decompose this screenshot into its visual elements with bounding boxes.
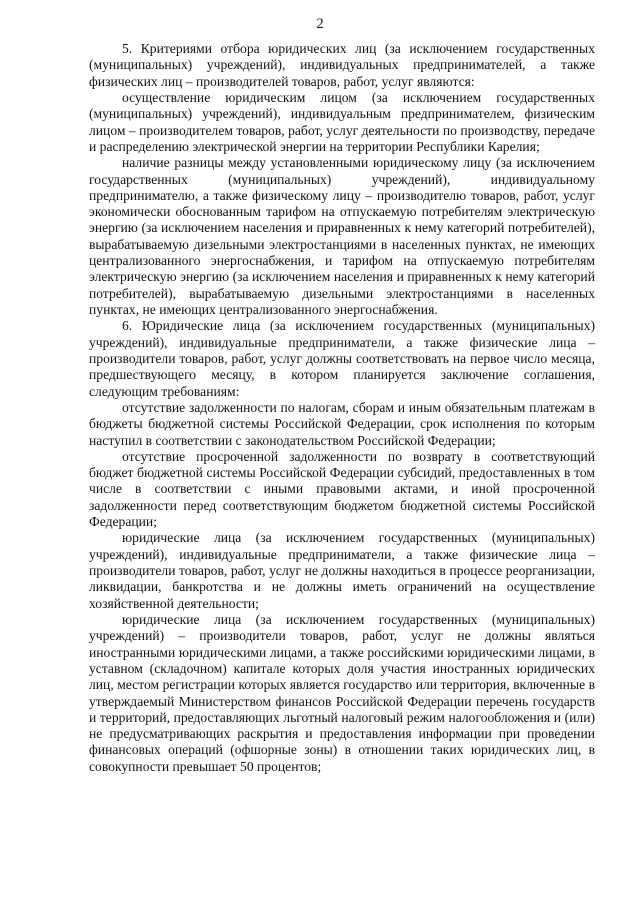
paragraph-criteria-intro: 5. Критериями отбора юридических лиц (за исключением государственных (муниципальных) учреждений), индивидуальных предпринимателей, а также физических лиц – производителей товаров, работ, услуг являются: [89, 41, 595, 89]
paragraph-requirements-intro: 6. Юридические лица (за исключением государственных (муниципальных) учреждений), индивидуальные предприниматели, а также физические лица – производители товаров, работ, услуг должны соответствовать на первое число месяца, предшествующего месяцу, в котором планируется заключение соглашения, следующим требованиям: [89, 318, 595, 399]
paragraph-requirement-not-foreign: юридические лица (за исключением государственных (муниципальных) учреждений) – производители товаров, работ, услуг не должны являться иностранными юридическими лицами, а также российскими юридическими лицами, в уставном (складочном) капитале которых доля участия иностранных юридических лиц, местом регистрации которых является государство или территория, включенные в утверждаемый Министерством финансов Российской Федерации перечень государств и территорий, предоставляющих льготный налоговый режим налогообложения и (или) не предусматривающих раскрытия и предоставления информации при проведении финансовых операций (офшорные зоны) в отношении таких юридических лиц, в совокупности превышает 50 процентов; [89, 611, 595, 774]
paragraph-requirement-no-overdue-debt: отсутствие просроченной задолженности по возврату в соответствующий бюджет бюджетной системы Российской Федерации субсидий, предоставленных в том числе в соответствии с иными правовыми актами, и иной просроченной задолженности перед соответствующим бюджетом бюджетной системы Российской Федерации; [89, 448, 595, 530]
paragraph-requirement-no-tax-debt: отсутствие задолженности по налогам, сборам и иным обязательным платежам в бюджеты бюджетной системы Российской Федерации, срок исполнения по которым наступил в соответствии с законодательством Российской Федерации; [89, 399, 595, 448]
paragraph-criterion-activity: осуществление юридическим лицом (за исключением государственных (муниципальных) учреждений), индивидуальным предпринимателем, физическим лицом – производителем товаров, работ, услуг деятельности по производству, передаче и распределению электрической энергии на территории Республики Карелия; [89, 89, 595, 154]
document-body [89, 41, 595, 775]
page-number: 2 [316, 16, 324, 32]
paragraph-requirement-no-reorganization: юридические лица (за исключением государственных (муниципальных) учреждений), индивидуальные предприниматели, а также физические лица – производители товаров, работ, услуг не должны находиться в процессе реорганизации, ликвидации, банкротства и не должны иметь ограничений на осуществление хозяйственной деятельности; [89, 530, 595, 611]
paragraph-criterion-tariff-difference: наличие разницы между установленными юридическому лицу (за исключением государственных (муниципальных) учреждений), индивидуальному предпринимателю, а также физическому лицу – производителю товаров, работ, услуг экономически обоснованным тарифом на отпускаемую потребителям электрическую энергию (за исключением населения и приравненных к нему категорий потребителей), вырабатываемую дизельными электростанциями в населенных пунктах, не имеющих централизованного энергоснабжения, и тарифом на отпускаемую потребителям электрическую энергию (за исключением населения и приравненных к нему категорий потребителей), вырабатываемую дизельными электростанциями в населенных пунктах, не имеющих централизованного энергоснабжения. [89, 155, 595, 317]
